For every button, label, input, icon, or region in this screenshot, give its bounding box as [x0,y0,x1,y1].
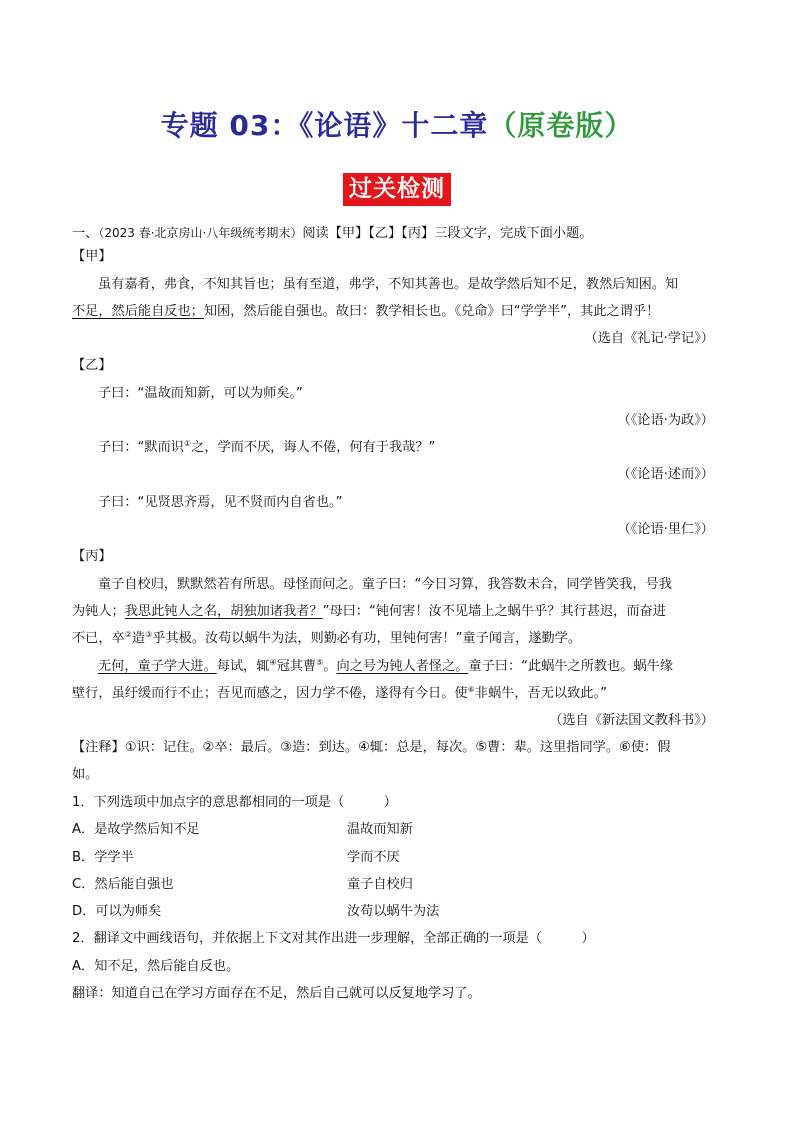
quote-text: 子曰：“默而识 [98,440,184,455]
question-1-option[interactable] [72,821,722,839]
question-1-option[interactable] [72,903,722,921]
passage-text: 冠其曹 [276,659,317,674]
passage-bing-line [72,685,607,703]
analects-source: （《论语·里仁》） [617,522,714,537]
passage-bing-line: 童子自校归，默默然若有所思。母怪而问之。童子曰：“今日习算，我答数未合，同学皆笑我，号我 [98,577,672,592]
passage-text: 。 [323,659,337,674]
footnote-marker: ③ [145,630,153,639]
footnote-marker: ⑥ [467,685,475,694]
title-main: 专题 03：《论语》十二章 [160,109,489,142]
annotation-notes-cont: 如。 [72,767,99,782]
passage-text: 每试，辄 [216,659,270,674]
option-word-b: 学而不厌 [347,850,400,865]
option-word-b: 温故而知新 [347,822,413,837]
passage-bing-line [98,658,673,676]
underlined-sentence: 无何，童子学大进。 [98,659,217,674]
underlined-sentence: 不足，然后能自反也； [72,304,204,319]
footnote-marker: ⑤ [316,658,324,667]
page-title [0,104,794,144]
footnote-marker: ② [124,630,132,639]
question-2-stem: 2．翻译文中画线语句，并依据上下文对其作出进一步理解，全部正确的一项是（ ） [72,931,595,946]
question-source: （2023 春·北京房山·八年级统考期末） [98,226,303,240]
footnote-marker: ④ [269,658,277,667]
option-word-a: A．是故学然后知不足 [72,822,200,837]
passage-jia-line: 虽有嘉肴，弗食，不知其旨也；虽有至道，弗学，不知其善也。是故学然后知不足，教然后知困。知 [98,277,679,292]
question-2-translation: 翻译：知道自己在学习方面存在不足，然后自己就可以反复地学习了。 [72,986,481,1001]
analects-quote [98,439,435,457]
option-word-a: D．可以为师矣 [72,904,162,919]
analects-source: （《论语·为政》） [617,413,714,428]
option-word-a: B．学学半 [72,850,134,865]
question-1-option[interactable] [72,849,722,867]
option-word-b: 汝苟以蜗牛为法 [347,904,440,919]
quote-text: 之，学而不厌，诲人不倦，何有于我哉？” [191,440,436,455]
footnote-marker: ① [183,439,192,448]
passage-bing-line [72,630,581,648]
underlined-sentence: 我思此钝人之名，胡独加诸我者？ [124,604,323,619]
passage-bing-line [72,603,666,621]
underlined-sentence: 向之号为钝人者怪之。 [336,659,469,674]
option-word-b: 童子自校归 [347,877,413,892]
passage-text: 童子曰：“此蜗牛之所教也。蜗牛缘 [468,659,674,674]
passage-text: ”母曰：“钝何害！汝不见墙上之蜗牛乎？其行甚迟，而奋进 [322,604,666,619]
passage-text: 造 [131,631,146,646]
passage-jia-source: （选自《礼记·学记》） [584,331,714,346]
passage-jia-label: 【甲】 [72,249,112,264]
passage-text: 知困，然后能自强也。故曰：教学相长也。《兑命》曰“学学半”，其此之谓乎！ [203,304,660,319]
passage-text: 乎其极。汝苟以蜗牛为法，则勤必有功，里钝何害！”童子闻言，遂勤学。 [152,631,582,646]
passage-text: 为钝人； [72,604,125,619]
analects-quote: 子曰：“温故而知新，可以为师矣。” [98,386,303,401]
option-word-a: C．然后能自强也 [72,877,174,892]
passage-jia-line [72,303,659,321]
annotation-notes: 【注释】①识：记住。②卒：最后。③造：到达。④辄：总是，每次。⑤曹：辈。这里指同学。⑥使：假 [72,740,671,755]
passage-text: 非蜗牛，吾无以致此。” [474,686,607,701]
analects-source: （《论语·述而》） [617,467,714,482]
question-1-option[interactable] [72,876,722,894]
question-1-stem: 1．下列选项中加点字的意思都相同的一项是（ ） [72,795,397,810]
passage-bing-source: （选自《新法国文教科书》） [549,713,714,728]
section-badge: 过关检测 [343,173,451,206]
question-header [72,224,592,243]
analects-quote: 子曰：“见贤思齐焉，见不贤而内自省也。” [98,495,343,510]
passage-yi-label: 【乙】 [72,358,112,373]
question-instruction: 阅读【甲】【乙】【丙】三段文字，完成下面小题。 [302,226,593,241]
title-edition: （原卷版） [488,109,634,142]
question-2-option-a[interactable]: A．知不足，然后能自反也。 [72,959,240,974]
section-badge-wrap [0,173,794,206]
passage-text: 壁行，虽纡缓而行不止；吾见而感之，因力学不倦，遂得有今日。使 [72,686,468,701]
question-number: 一、 [72,226,99,241]
passage-bing-label: 【丙】 [72,549,112,564]
passage-text: 不已，卒 [72,631,125,646]
